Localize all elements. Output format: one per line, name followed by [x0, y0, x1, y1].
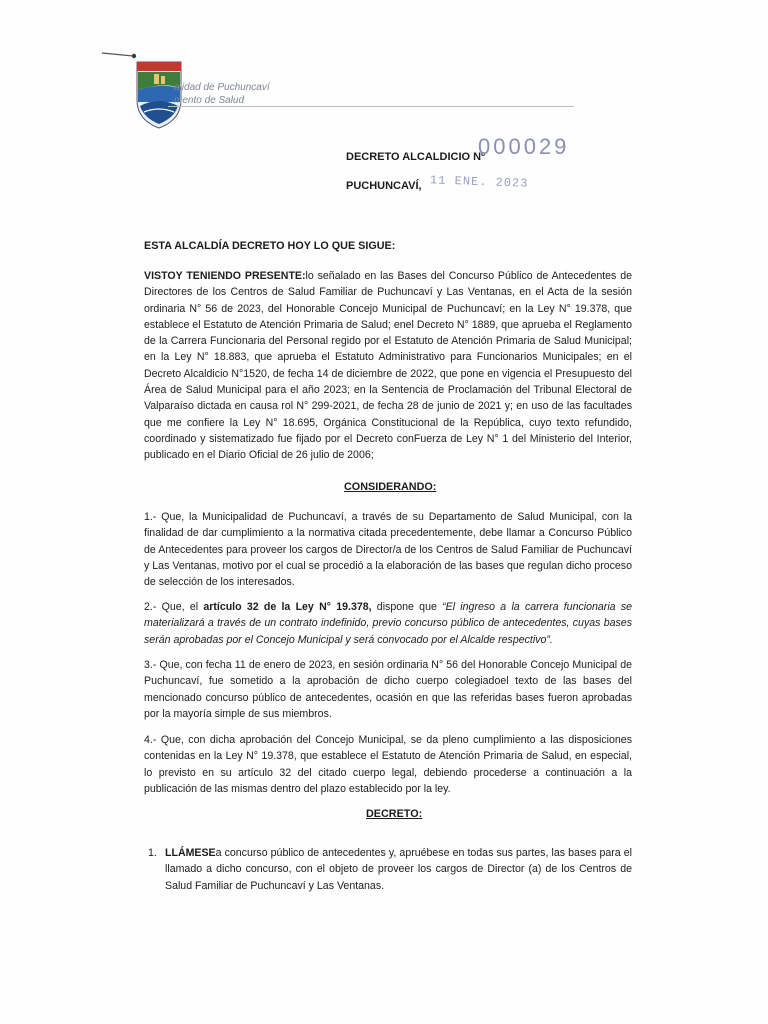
decreto-item-number: 1. — [148, 847, 157, 859]
considerando-2-mid: dispone que — [371, 601, 443, 613]
considerando-2-quote: “El ingreso a la carrera funcionaria se materializará a través de un contrato indefinido, previo concurso público de antecedentes, cuyas bases serán aprobadas por el Concejo Municipal y será convocado por el Alcalde respectivo”. — [144, 601, 633, 646]
letterhead-department-line: mento de Salud — [174, 95, 245, 106]
vistos-lead: VISTOY TENIENDO PRESENTE: — [144, 270, 306, 282]
decreto-item-1 — [148, 845, 632, 894]
date-stamp: 11 ENE. 2023 — [429, 173, 529, 191]
decree-number-stamp: 000029 — [478, 134, 570, 159]
decreto-heading: DECRETO: — [366, 808, 423, 820]
decree-label: DECRETO ALCALDICIO Nº — [346, 151, 486, 163]
considerando-2-prefix: 2.- Que, el — [144, 601, 204, 613]
letterhead-divider — [168, 106, 574, 107]
vistos-paragraph — [144, 268, 632, 464]
considerando-paragraph-3: 3.- Que, con fecha 11 de enero de 2023, en sesión ordinaria N° 56 del Honorable Concejo Municipal de Puchuncaví, fue sometido a la aprobación de dicho cuerpo colegiadoel texto de las bases del mencionado concurso público de antecedentes, ocasión en que las referidas bases fueron aprobadas por la mayoría simple de sus miembros. — [144, 659, 632, 720]
considerando-2-article: artículo 32 de la Ley N° 19.378, — [203, 601, 372, 613]
decreto-item-lead: LLÁMESE — [165, 847, 216, 859]
place-label: PUCHUNCAVÍ, — [346, 180, 422, 192]
vistos-text: lo señalado en las Bases del Concurso Público de Antecedentes de Directores de los Centros de Salud Familiar de Puchuncaví y Las Ventanas, en el Acta de la sesión ordinaria N° 56 de 2023, del Honorable Concejo Municipal de Puchuncaví; en la Ley N° 19.378, que establece el Estatuto de Atención Primaria de Salud; enel Decreto N° 1889, que aprueba el Reglamento de la Carrera Funcionaria del Personal regido por el Estatuto de Atención Primaria de Salud Municipal; en la Ley N° 18.883, que aprueba el Estatuto Administrativo para Funcionarios Municipales; en el Decreto Alcaldicio N°1520, de fecha 14 de diciembre de 2022, que pone en vigencia el Presupuesto del Área de Salud Municipal para el año 2023; en la Sentencia de Proclamación del Tribunal Electoral de Valparaíso dictada en causa rol N° 299-2021, de fecha 28 de junio de 2021 y; en uso de las facultades que me confiere la Ley N° 18.695, Orgánica Constitucional de la República, cuyo texto refundido, coordinado y sistematizado fue fijado por el Decreto conFuerza de Ley N° 1 del Ministerio del Interior, publicado en el Diario Oficial de 26 julio de 2006; — [144, 270, 632, 462]
considerando-paragraph-1: 1.- Que, la Municipalidad de Puchuncaví, a través de su Departamento de Salud Municipal, con la finalidad de dar cumplimiento a la normativa citada precedentemente, debe llamar a Concurso Público de Antecedentes para proveer los cargos de Director/a de los Centros de Salud Familiar de Puchuncaví y Las Ventanas, motivo por el cual se procedió a la elaboración de las bases que regulan dicho proceso de selección de los interesados. — [144, 511, 632, 589]
considerando-paragraph-2 — [144, 599, 632, 648]
decreto-item-body — [165, 845, 632, 894]
pin-mark-icon — [101, 50, 137, 62]
considerando-heading: CONSIDERANDO: — [344, 481, 437, 493]
considerando-paragraph-4: 4.- Que, con dicha aprobación del Concejo Municipal, se da pleno cumplimiento a las disposiciones contenidas en la Ley N° 19.378, que establece el Estatuto de Atención Primaria de Salud, en especial, lo previsto en su artículo 32 del citado cuerpo legal, debiendo procederse a continuación a la publicación de las mismas dentro del plazo establecido por la ley. — [144, 734, 632, 795]
letterhead-municipality-line: alidad de Puchuncaví — [174, 82, 270, 93]
decreto-item-text: a concurso público de antecedentes y, apruébese en todas sus partes, las bases para el llamado a dicho concurso, con el objeto de proveer los cargos de Director (a) de los Centros de Salud Familiar de Puchuncaví y Las Ventanas. — [165, 847, 632, 892]
intro-heading: ESTA ALCALDÍA DECRETO HOY LO QUE SIGUE: — [144, 240, 396, 252]
